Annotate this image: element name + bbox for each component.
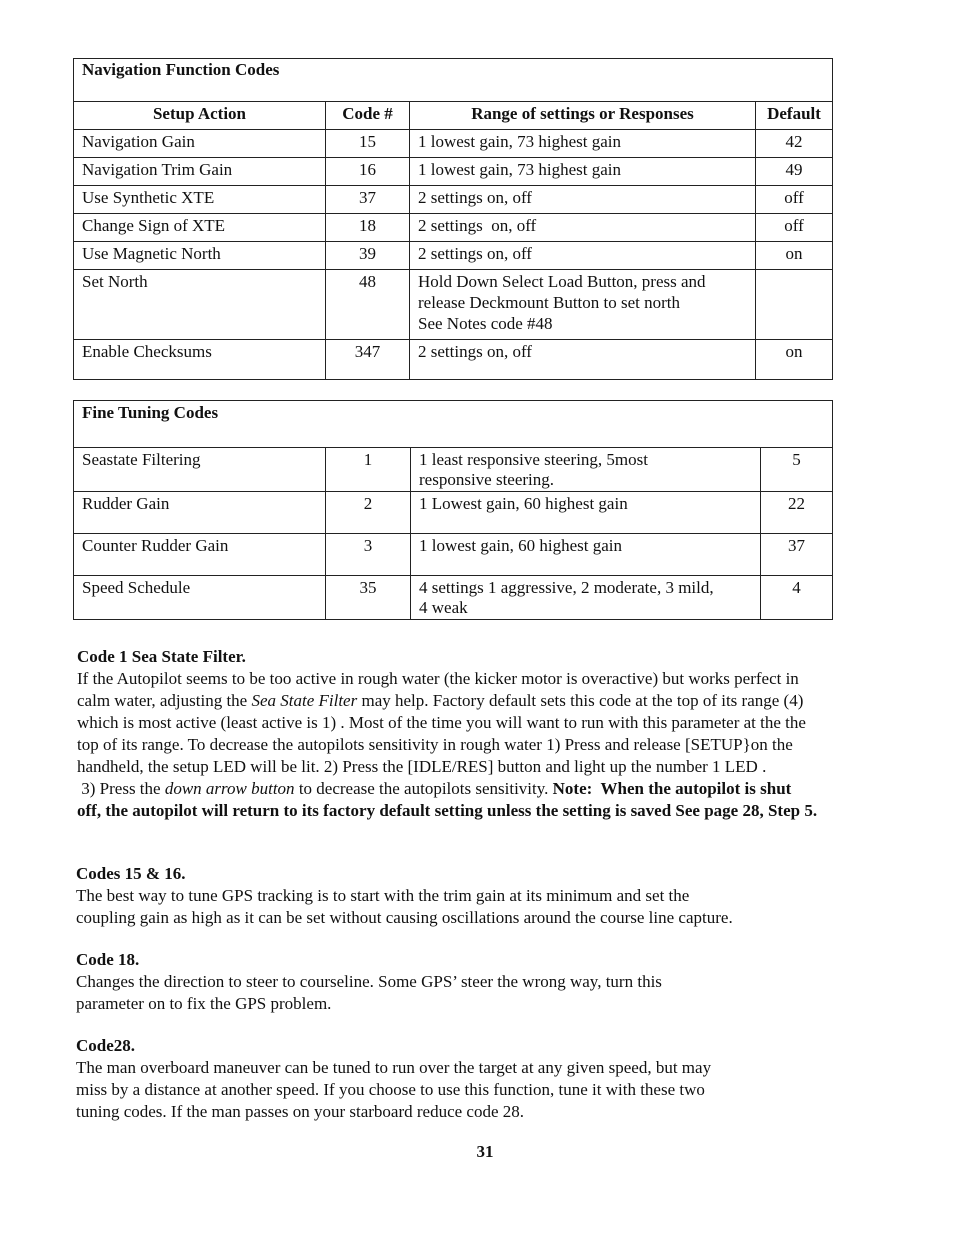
code28-line: The man overboard maneuver can be tuned to run over the target at any given speed, but may (76, 1058, 712, 1077)
cell-range-line: release Deckmount Button to set north (418, 293, 681, 312)
codes15-16-heading: Codes 15 & 16. (76, 864, 186, 883)
cell-range (410, 270, 756, 340)
text-run: may help. Factory default sets this code at the top of its range (4) (357, 691, 804, 710)
code18-line: parameter on to fix the GPS problem. (76, 994, 332, 1013)
cell-action: Rudder Gain (74, 492, 326, 534)
codes15-16-line: The best way to tune GPS tracking is to start with the trim gain at its minimum and set the (76, 886, 690, 905)
cell-code: 48 (326, 270, 410, 340)
cell-range (411, 576, 761, 620)
cell-range: 2 settings on, off (410, 186, 756, 214)
cell-action: Set North (74, 270, 326, 340)
table-row (74, 242, 833, 270)
table-row (74, 130, 833, 158)
cell-action: Speed Schedule (74, 576, 326, 620)
table-row (74, 158, 833, 186)
navigation-function-codes-table (73, 58, 833, 380)
nav-table-title: Navigation Function Codes (74, 59, 833, 102)
cell-code: 347 (326, 340, 410, 380)
cell-range-line: Hold Down Select Load Button, press and (418, 272, 706, 291)
cell-action: Counter Rudder Gain (74, 534, 326, 576)
header-setup-action: Setup Action (74, 102, 326, 130)
code1-line (77, 690, 897, 712)
code18-heading: Code 18. (76, 950, 140, 969)
code28-heading: Code28. (76, 1036, 136, 1055)
code28-section (76, 1035, 886, 1123)
cell-code: 16 (326, 158, 410, 186)
cell-range-line: See Notes code #48 (418, 314, 553, 333)
fine-tuning-codes-table (73, 400, 833, 620)
table-row (74, 340, 833, 380)
cell-default: on (756, 340, 833, 380)
code18-line: Changes the direction to steer to courseline. Some GPS’ steer the wrong way, turn this (76, 972, 662, 991)
code18-section (76, 949, 886, 1015)
cell-code: 2 (326, 492, 411, 534)
cell-default: 37 (761, 534, 833, 576)
cell-code: 15 (326, 130, 410, 158)
code1-heading: Code 1 Sea State Filter. (77, 647, 246, 666)
code28-line: miss by a distance at another speed. If you choose to use this function, tune it with these two (76, 1080, 705, 1099)
cell-range: 1 lowest gain, 73 highest gain (410, 130, 756, 158)
table-row (74, 186, 833, 214)
cell-range (411, 492, 761, 534)
table-row (74, 534, 833, 576)
codes15-16-line: coupling gain as high as it can be set without causing oscillations around the course line capture. (76, 908, 733, 927)
code1-line (77, 778, 897, 800)
cell-code: 35 (326, 576, 411, 620)
cell-range: 2 settings on, off (410, 340, 756, 380)
cell-default: 4 (761, 576, 833, 620)
cell-code: 39 (326, 242, 410, 270)
cell-range: 1 lowest gain, 73 highest gain (410, 158, 756, 186)
table-row (74, 214, 833, 242)
table-row (74, 270, 833, 340)
cell-range: 2 settings on, off (410, 242, 756, 270)
text-run: calm water, adjusting the (77, 691, 252, 710)
code1-line: top of its range. To decrease the autopilots sensitivity in rough water 1) Press and release [SETUP}on the (77, 735, 793, 754)
cell-action: Navigation Trim Gain (74, 158, 326, 186)
cell-code: 37 (326, 186, 410, 214)
text-run: to decrease the autopilots sensitivity. (294, 779, 553, 798)
fine-table-title: Fine Tuning Codes (74, 401, 833, 448)
cell-action: Enable Checksums (74, 340, 326, 380)
cell-default: 5 (761, 448, 833, 492)
cell-range-line: 4 weak (419, 598, 468, 617)
code28-line: tuning codes. If the man passes on your starboard reduce code 28. (76, 1102, 525, 1121)
code1-line: off, the autopilot will return to its factory default setting unless the setting is saved See page 28, Step 5. (77, 801, 818, 820)
cell-range-line: 1 least responsive steering, 5most (419, 450, 648, 469)
cell-code: 1 (326, 448, 411, 492)
cell-range-line: 1 lowest gain, 60 highest gain (419, 536, 623, 555)
header-range: Range of settings or Responses (410, 102, 756, 130)
cell-default: off (756, 186, 833, 214)
table-row (74, 492, 833, 534)
cell-default: 42 (756, 130, 833, 158)
text-run-italic: Sea State Filter (251, 691, 358, 710)
text-run-italic: down arrow button (164, 779, 295, 798)
header-code: Code # (326, 102, 410, 130)
table-row (74, 576, 833, 620)
text-run: 3) Press the (77, 779, 165, 798)
cell-range-line: responsive steering. (419, 470, 555, 489)
cell-range: 2 settings on, off (410, 214, 756, 242)
cell-range (411, 448, 761, 492)
page-number: 31 (476, 1142, 494, 1161)
code1-line: handheld, the setup LED will be lit. 2) Press the [IDLE/RES] button and light up the number 1 LED . (77, 757, 767, 776)
code1-line: which is most active (least active is 1) . Most of the time you will want to run with this parameter at the the (77, 713, 806, 732)
text-run-bold: Note: When the autopilot is shut (552, 779, 792, 798)
cell-default (756, 270, 833, 340)
cell-action: Change Sign of XTE (74, 214, 326, 242)
table-row (74, 448, 833, 492)
cell-action: Seastate Filtering (74, 448, 326, 492)
cell-action: Navigation Gain (74, 130, 326, 158)
code1-section (77, 646, 897, 822)
header-default: Default (756, 102, 833, 130)
cell-range (411, 534, 761, 576)
code1-line: If the Autopilot seems to be too active in rough water (the kicker motor is overactive) but works perfect in (77, 669, 799, 688)
cell-action: Use Synthetic XTE (74, 186, 326, 214)
cell-code: 18 (326, 214, 410, 242)
cell-default: 49 (756, 158, 833, 186)
codes15-16-section (76, 863, 886, 929)
cell-code: 3 (326, 534, 411, 576)
cell-action: Use Magnetic North (74, 242, 326, 270)
cell-range-line: 1 Lowest gain, 60 highest gain (419, 494, 628, 513)
cell-range-line: 4 settings 1 aggressive, 2 moderate, 3 mild, (419, 578, 714, 597)
cell-default: off (756, 214, 833, 242)
cell-default: on (756, 242, 833, 270)
cell-default: 22 (761, 492, 833, 534)
